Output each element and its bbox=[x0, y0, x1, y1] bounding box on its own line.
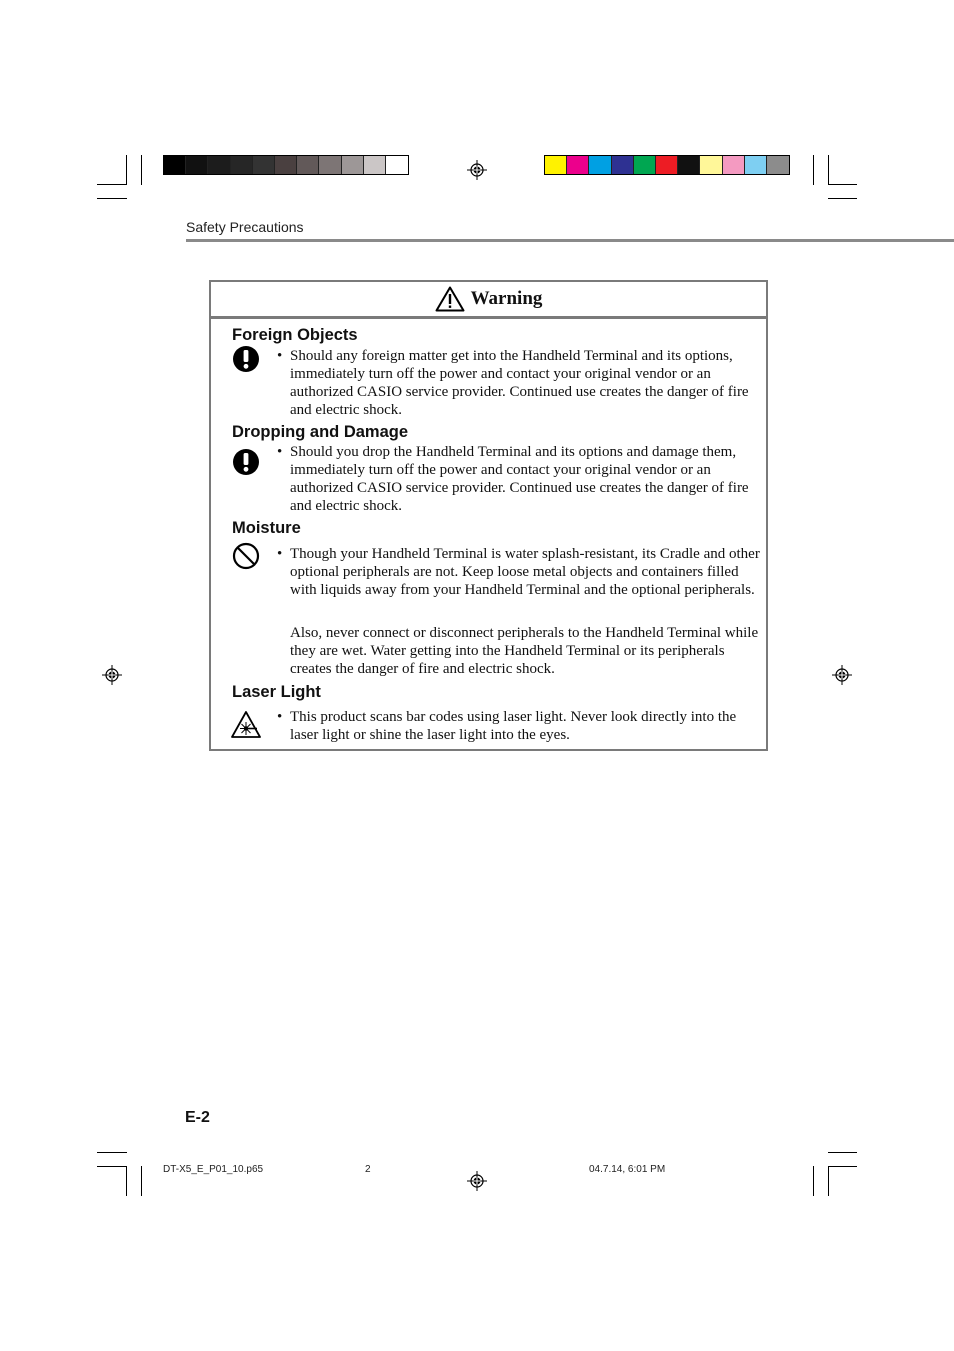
footer-file-name: DT-X5_E_P01_10.p65 bbox=[163, 1164, 264, 1175]
color-swatch bbox=[164, 156, 186, 174]
crop-mark bbox=[828, 1166, 857, 1167]
registration-mark-icon bbox=[467, 160, 487, 180]
color-swatch bbox=[545, 156, 567, 174]
color-swatch bbox=[678, 156, 700, 174]
color-swatch bbox=[589, 156, 611, 174]
gray-swatch-bar bbox=[163, 155, 409, 175]
color-swatch bbox=[612, 156, 634, 174]
crop-mark bbox=[97, 198, 127, 199]
color-swatch bbox=[364, 156, 386, 174]
section-title-dropping-and-damage: Dropping and Damage bbox=[232, 423, 409, 441]
bullet: • bbox=[277, 709, 283, 725]
color-swatch bbox=[342, 156, 364, 174]
crop-mark bbox=[97, 1166, 127, 1167]
section-paragraph: This product scans bar codes using laser light. Never look directly into the laser light or shine the laser light into the eyes. bbox=[290, 709, 737, 743]
crop-mark bbox=[126, 1166, 127, 1196]
color-swatch bbox=[723, 156, 745, 174]
section-paragraph: Should you drop the Handheld Terminal and its options and damage them, immediately turn off the power and contact your original vendor or an authorized CASIO service provider. Continued use creates the danger of fire and electric shock. bbox=[290, 444, 749, 514]
warning-box bbox=[209, 280, 768, 751]
section-title-laser-light: Laser Light bbox=[232, 683, 321, 701]
prohibited-icon bbox=[231, 541, 261, 571]
warning-title: Warning bbox=[470, 288, 543, 309]
color-swatch bbox=[767, 156, 789, 174]
header-rule bbox=[186, 239, 954, 242]
bullet: • bbox=[277, 546, 283, 562]
color-swatch bbox=[567, 156, 589, 174]
section-paragraph: Should any foreign matter get into the Handheld Terminal and its options, immediately turn off the power and contact your original vendor or an authorized CASIO service provider. Continued use creates the danger of fire and electric shock. bbox=[290, 348, 749, 418]
color-swatch bbox=[186, 156, 208, 174]
section-title-foreign-objects: Foreign Objects bbox=[232, 326, 358, 344]
crop-mark bbox=[97, 184, 127, 185]
footer-sheet-number: 2 bbox=[365, 1164, 371, 1175]
crop-mark bbox=[813, 1166, 814, 1196]
exclamation-circle-icon bbox=[231, 344, 261, 374]
crop-mark bbox=[828, 155, 829, 185]
color-swatch bbox=[386, 156, 408, 174]
crop-mark bbox=[141, 155, 142, 185]
warning-title-bar bbox=[211, 282, 766, 319]
exclamation-circle-icon bbox=[231, 447, 261, 477]
bullet: • bbox=[277, 348, 283, 364]
footer-timestamp: 04.7.14, 6:01 PM bbox=[589, 1164, 666, 1175]
crop-mark bbox=[828, 1166, 829, 1196]
warning-triangle-icon bbox=[435, 286, 465, 312]
running-head: Safety Precautions bbox=[186, 219, 304, 235]
registration-mark-icon bbox=[467, 1171, 487, 1191]
crop-mark bbox=[813, 155, 814, 185]
section-title-moisture: Moisture bbox=[232, 519, 301, 537]
color-swatch bbox=[319, 156, 341, 174]
crop-mark bbox=[828, 184, 857, 185]
color-swatch bbox=[700, 156, 722, 174]
page-number: E-2 bbox=[185, 1109, 210, 1126]
color-swatch bbox=[297, 156, 319, 174]
bullet: • bbox=[277, 444, 283, 460]
section-paragraph: Though your Handheld Terminal is water splash-resistant, its Cradle and other optional peripherals are not. Keep loose metal objects and containers filled with liquids away from your Handheld Terminal and the optional peripherals. bbox=[290, 546, 760, 598]
crop-mark bbox=[97, 1152, 127, 1153]
laser-warning-icon bbox=[231, 710, 261, 740]
color-swatch bbox=[208, 156, 230, 174]
crop-mark bbox=[828, 1152, 857, 1153]
registration-mark-icon bbox=[832, 665, 852, 685]
crop-mark bbox=[126, 155, 127, 185]
color-swatch bbox=[275, 156, 297, 174]
color-swatch bbox=[634, 156, 656, 174]
section-paragraph: Also, never connect or disconnect peripherals to the Handheld Terminal while they are wet. Water getting into the Handheld Terminal or its peripherals creates the danger of fire and electric shock. bbox=[290, 625, 759, 677]
registration-mark-icon bbox=[102, 665, 122, 685]
color-swatch-bar bbox=[544, 155, 790, 175]
color-swatch bbox=[656, 156, 678, 174]
color-swatch bbox=[745, 156, 767, 174]
color-swatch bbox=[253, 156, 275, 174]
crop-mark bbox=[828, 198, 857, 199]
color-swatch bbox=[231, 156, 253, 174]
crop-mark bbox=[141, 1166, 142, 1196]
